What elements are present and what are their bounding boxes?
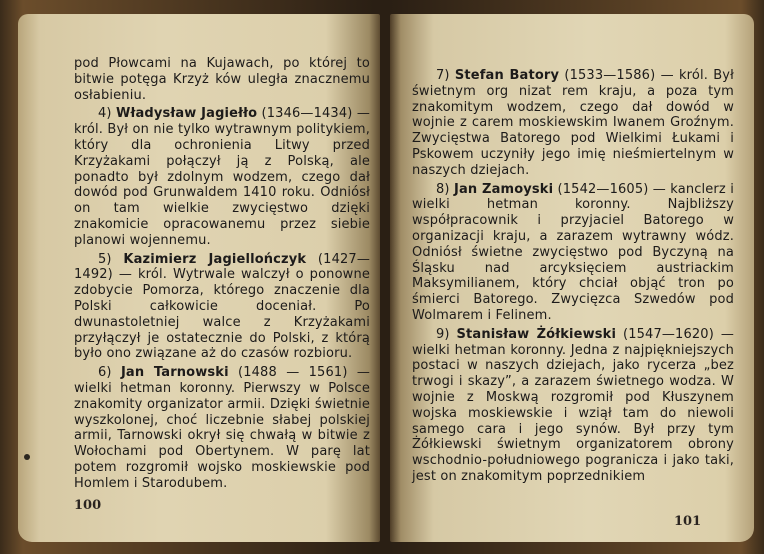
paragraph bbox=[74, 252, 370, 363]
paragraph-text: (1488 — 1561) — wielki hetman koronny. Pierwszy w Polsce znakomity organizator armii. Dzięki świetnie wyszkolonej, choć liczebnie słabej polskiej armii, Tarnowski okrył się chwałą w bitwie z Wołochami pod Obertynem. W parę lat potem rozgromił wojsko moskiewskie pod Homlem i Starodubem. bbox=[74, 365, 370, 491]
person-name: Jan Tarnowski bbox=[120, 365, 229, 381]
page-number: 100 bbox=[74, 498, 102, 513]
right-page-text bbox=[412, 68, 734, 485]
paragraph bbox=[74, 365, 370, 491]
entry-number: 5) bbox=[98, 251, 124, 267]
person-name: Stanisław Żółkiewski bbox=[456, 326, 617, 342]
paragraph-text: (1533—1586) — król. Był świetnym org nizat rem kraju, a poza tym znakomitym wodzem, czego dał dowód w wojnie z carem moskiewskim Iwanem Groźnym. Zwycięstwa Batorego pod Wielkimi Łukami i Pskowem uczyniły jego imię nieśmiertelnym w naszych dziejach. bbox=[412, 68, 734, 178]
paragraph bbox=[74, 56, 370, 103]
paragraph-text: (1542—1605) — kanclerz i wielki hetman koronny. Najbliższy współpracownik i przyjaciel Batorego w organizacji kraju, a zarazem wytrawny wódz. Odniósł świetne zwycięstwo pod Byczyną na Śląsku nad arcyksięciem austriackim Maksymilianem, który chciał objąć tron po śmierci Batorego. Zwycięzca Szwedów pod Wolmarem i Felinem. bbox=[412, 181, 734, 323]
paragraph bbox=[74, 106, 370, 248]
person-name: Jan Zamoyski bbox=[453, 181, 554, 197]
paragraph-text: pod Płowcami na Kujawach, po której to bitwie potęga Krzyż ków uległa znacznemu osłabieniu. bbox=[74, 56, 370, 103]
page-number: 101 bbox=[674, 514, 702, 529]
right-page bbox=[390, 14, 754, 542]
entry-number: 7) bbox=[436, 68, 455, 83]
entry-number: 8) bbox=[436, 181, 454, 197]
ink-spot bbox=[24, 454, 30, 460]
paragraph bbox=[412, 327, 734, 485]
left-page bbox=[18, 14, 380, 542]
person-name: Kazimierz Jagiellończyk bbox=[123, 251, 307, 267]
left-page-text bbox=[74, 56, 370, 492]
paragraph bbox=[412, 68, 734, 179]
paragraph-text: (1547—1620) — wielki hetman koronny. Jedna z najpiękniejszych postaci w naszych dziejach, jako rycerza „bez trwogi i skazy”, a zarazem świetnego wodza. W wojnie z Moskwą rozgromił pod Kłuszynem wojska moskiewskie i wziął tam do niewoli samego cara i jego synów. Był przy tym Żółkiewski świetnym organizatorem obrony wschodnio-południowego pogranicza i jako taki, jest on znakomitym poprzednikiem bbox=[412, 326, 734, 484]
entry-number: 9) bbox=[436, 326, 457, 342]
paragraph bbox=[412, 182, 734, 324]
entry-number: 4) bbox=[98, 106, 117, 122]
entry-number: 6) bbox=[98, 365, 121, 381]
person-name: Władysław Jagiełło bbox=[116, 106, 258, 122]
person-name: Stefan Batory bbox=[454, 68, 560, 83]
paragraph-text: (1427—1492) — król. Wytrwale walczył o ponowne zdobycie Pomorza, którego znaczenie dla Polski całkowicie doceniał. Po dwunastoletniej walce z Krzyżakami przyłączył je ostatecznie do Polski, z którą było ono związane aż do czasów rozbioru. bbox=[74, 251, 370, 362]
paragraph-text: (1346—1434) — król. Był on nie tylko wytrawnym politykiem, który dla ochronienia Litwy przed Krzyżakami połączył ją z Polską, ale ponadto był zdolnym wodzem, czego dał dowód pod Grunwaldem 1410 roku. Odniósł on tam wielkie zwycięstwo dzięki znakomicie opracowanemu przez siebie planowi wojennemu. bbox=[74, 106, 370, 248]
